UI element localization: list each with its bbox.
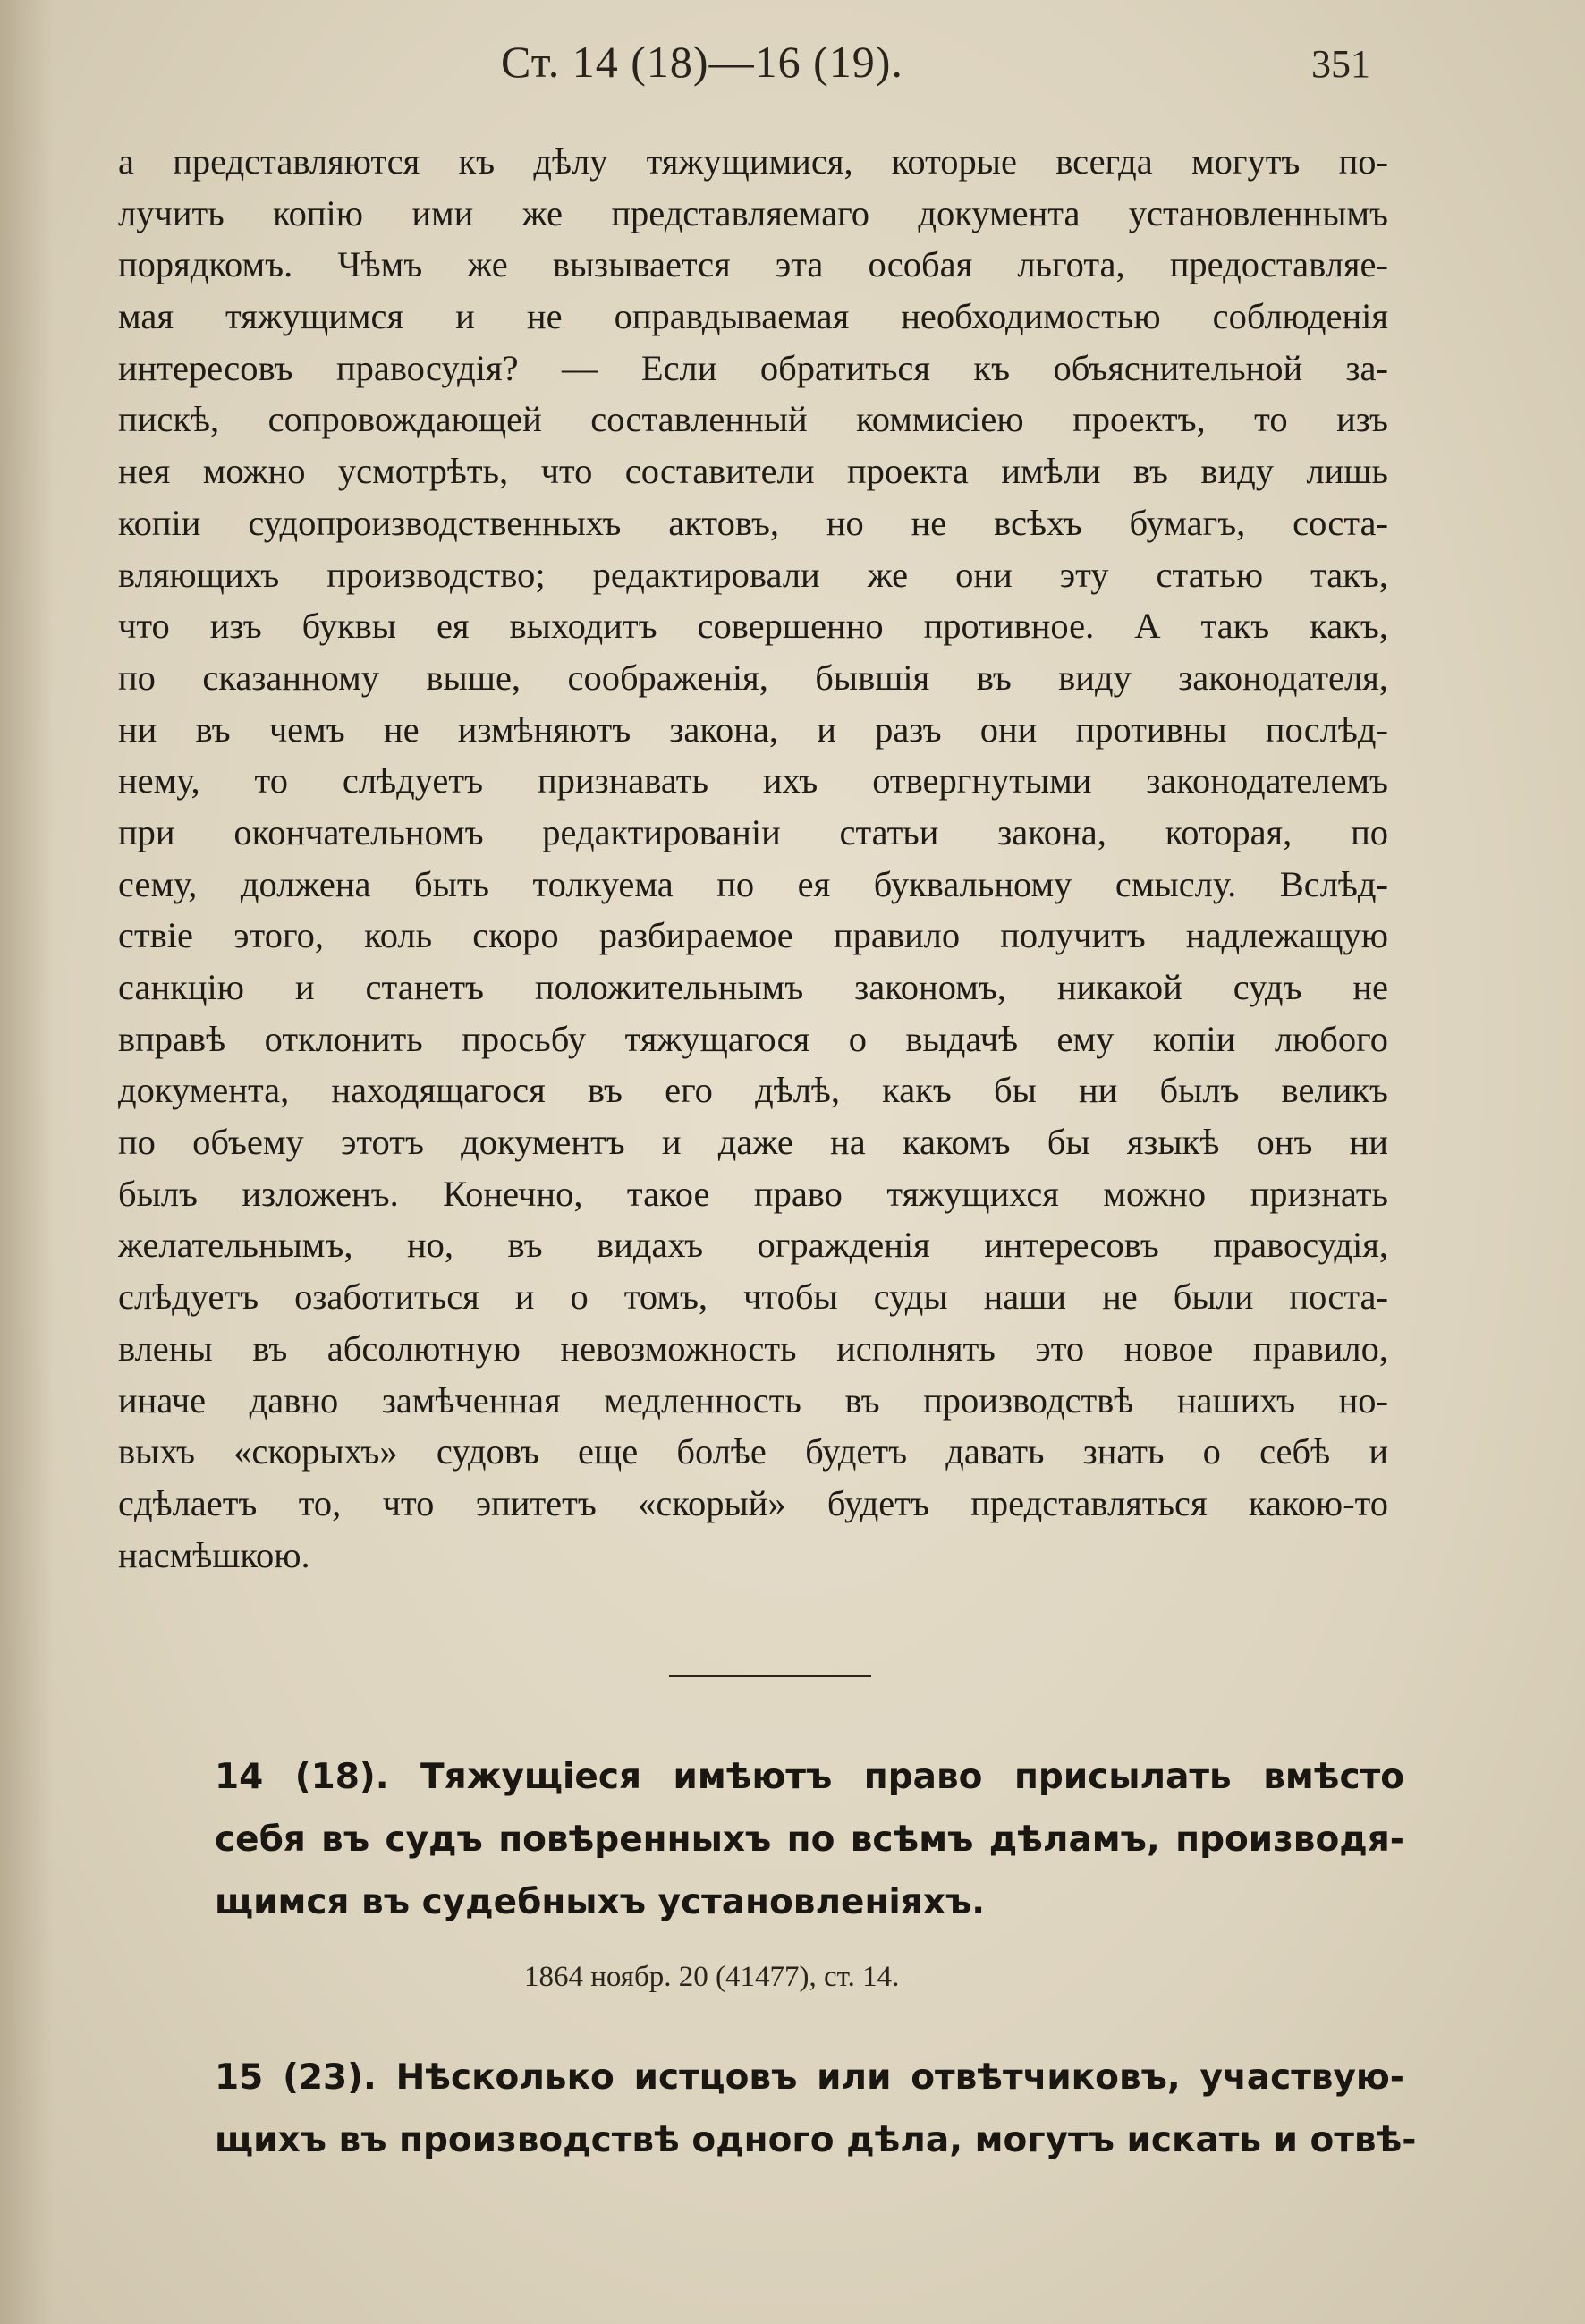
body-line: что изъ буквы ея выходитъ совершенно противное. А такъ какъ, bbox=[118, 606, 1388, 647]
body-line: интересовъ правосудія? — Если обратиться къ объяснительной за- bbox=[118, 347, 1388, 388]
article-line: 15 (23). Нѣсколько истцовъ или отвѣтчиковъ, участвую- bbox=[215, 2057, 1404, 2098]
article-14 bbox=[215, 1746, 1404, 1934]
running-head: Ст. 14 (18)—16 (19). bbox=[501, 37, 903, 87]
article-line: себя въ судъ повѣренныхъ по всѣмъ дѣламъ, производя- bbox=[215, 1819, 1404, 1860]
body-line: нея можно усмотрѣть, что составители проекта имѣли въ виду лишь bbox=[118, 451, 1388, 492]
body-line: при окончательномъ редактированіи статьи закона, которая, по bbox=[118, 811, 1388, 852]
body-line: порядкомъ. Чѣмъ же вызывается эта особая льгота, предоставляе- bbox=[118, 244, 1388, 285]
body-line: желательнымъ, но, въ видахъ огражденія интересовъ правосудія, bbox=[118, 1225, 1388, 1266]
body-line: санкцію и станетъ положительнымъ закономъ, никакой судъ не bbox=[118, 967, 1388, 1007]
page-number: 351 bbox=[1311, 42, 1370, 86]
article-14-citation: 1864 ноябр. 20 (41477), ст. 14. bbox=[524, 1961, 900, 1993]
body-line: влены въ абсолютную невозможность исполнять это новое правило, bbox=[118, 1327, 1388, 1369]
body-line: ни въ чемъ не измѣняютъ закона, и разъ они противны послѣд- bbox=[118, 708, 1388, 750]
body-paragraph bbox=[118, 136, 1388, 1581]
section-divider bbox=[669, 1675, 871, 1677]
body-line: слѣдуетъ озаботиться и о томъ, чтобы суды наши не были поста- bbox=[118, 1277, 1388, 1318]
body-line: а представляются къ дѣлу тяжущимися, которые всегда могутъ по- bbox=[118, 141, 1388, 182]
body-line: былъ изложенъ. Конечно, такое право тяжущихся можно признать bbox=[118, 1173, 1388, 1214]
article-line: щимся въ судебныхъ установленіяхъ. bbox=[215, 1882, 986, 1922]
body-line: сему, должена быть толкуема по ея буквальному смыслу. Вслѣд- bbox=[118, 863, 1388, 904]
body-line: выхъ «скорыхъ» судовъ еще болѣе будетъ давать знать о себѣ и bbox=[118, 1431, 1388, 1472]
body-line: вляющихъ производство; редактировали же они эту статью такъ, bbox=[118, 554, 1388, 595]
body-line: иначе давно замѣченная медленность въ производствѣ нашихъ но- bbox=[118, 1379, 1388, 1421]
body-line: насмѣшкою. bbox=[118, 1534, 310, 1575]
body-line: нему, то слѣдуетъ признавать ихъ отвергнутыми законодателемъ bbox=[118, 760, 1388, 802]
body-line: вправѣ отклонить просьбу тяжущагося о выдачѣ ему копіи любого bbox=[118, 1018, 1388, 1059]
body-line: ствіе этого, коль скоро разбираемое правило получитъ надлежащую bbox=[118, 915, 1388, 956]
gutter-shadow bbox=[0, 0, 54, 2324]
article-line: 14 (18). Тяжущіеся имѣютъ право присылать вмѣсто bbox=[215, 1757, 1404, 1797]
body-line: документа, находящагося въ его дѣлѣ, какъ бы ни былъ великъ bbox=[118, 1070, 1388, 1111]
body-line: лучить копію ими же представляемаго документа установленнымъ bbox=[118, 192, 1388, 233]
body-line: по сказанному выше, соображенія, бывшія въ виду законодателя, bbox=[118, 657, 1388, 698]
article-15 bbox=[215, 2047, 1417, 2172]
body-line: копіи судопроизводственныхъ актовъ, но не всѣхъ бумагъ, соста- bbox=[118, 502, 1388, 543]
body-line: сдѣлаетъ то, что эпитетъ «скорый» будетъ представляться какою-то bbox=[118, 1482, 1388, 1523]
body-line: мая тяжущимся и не оправдываемая необходимостью соблюденія bbox=[118, 296, 1388, 337]
body-line: по объему этотъ документъ и даже на какомъ бы языкѣ онъ ни bbox=[118, 1122, 1388, 1163]
body-line: пискѣ, сопровождающей составленный коммисіею проектъ, то изъ bbox=[118, 399, 1388, 440]
article-line: щихъ въ производствѣ одного дѣла, могутъ искать и отвѣ- bbox=[215, 2120, 1417, 2160]
